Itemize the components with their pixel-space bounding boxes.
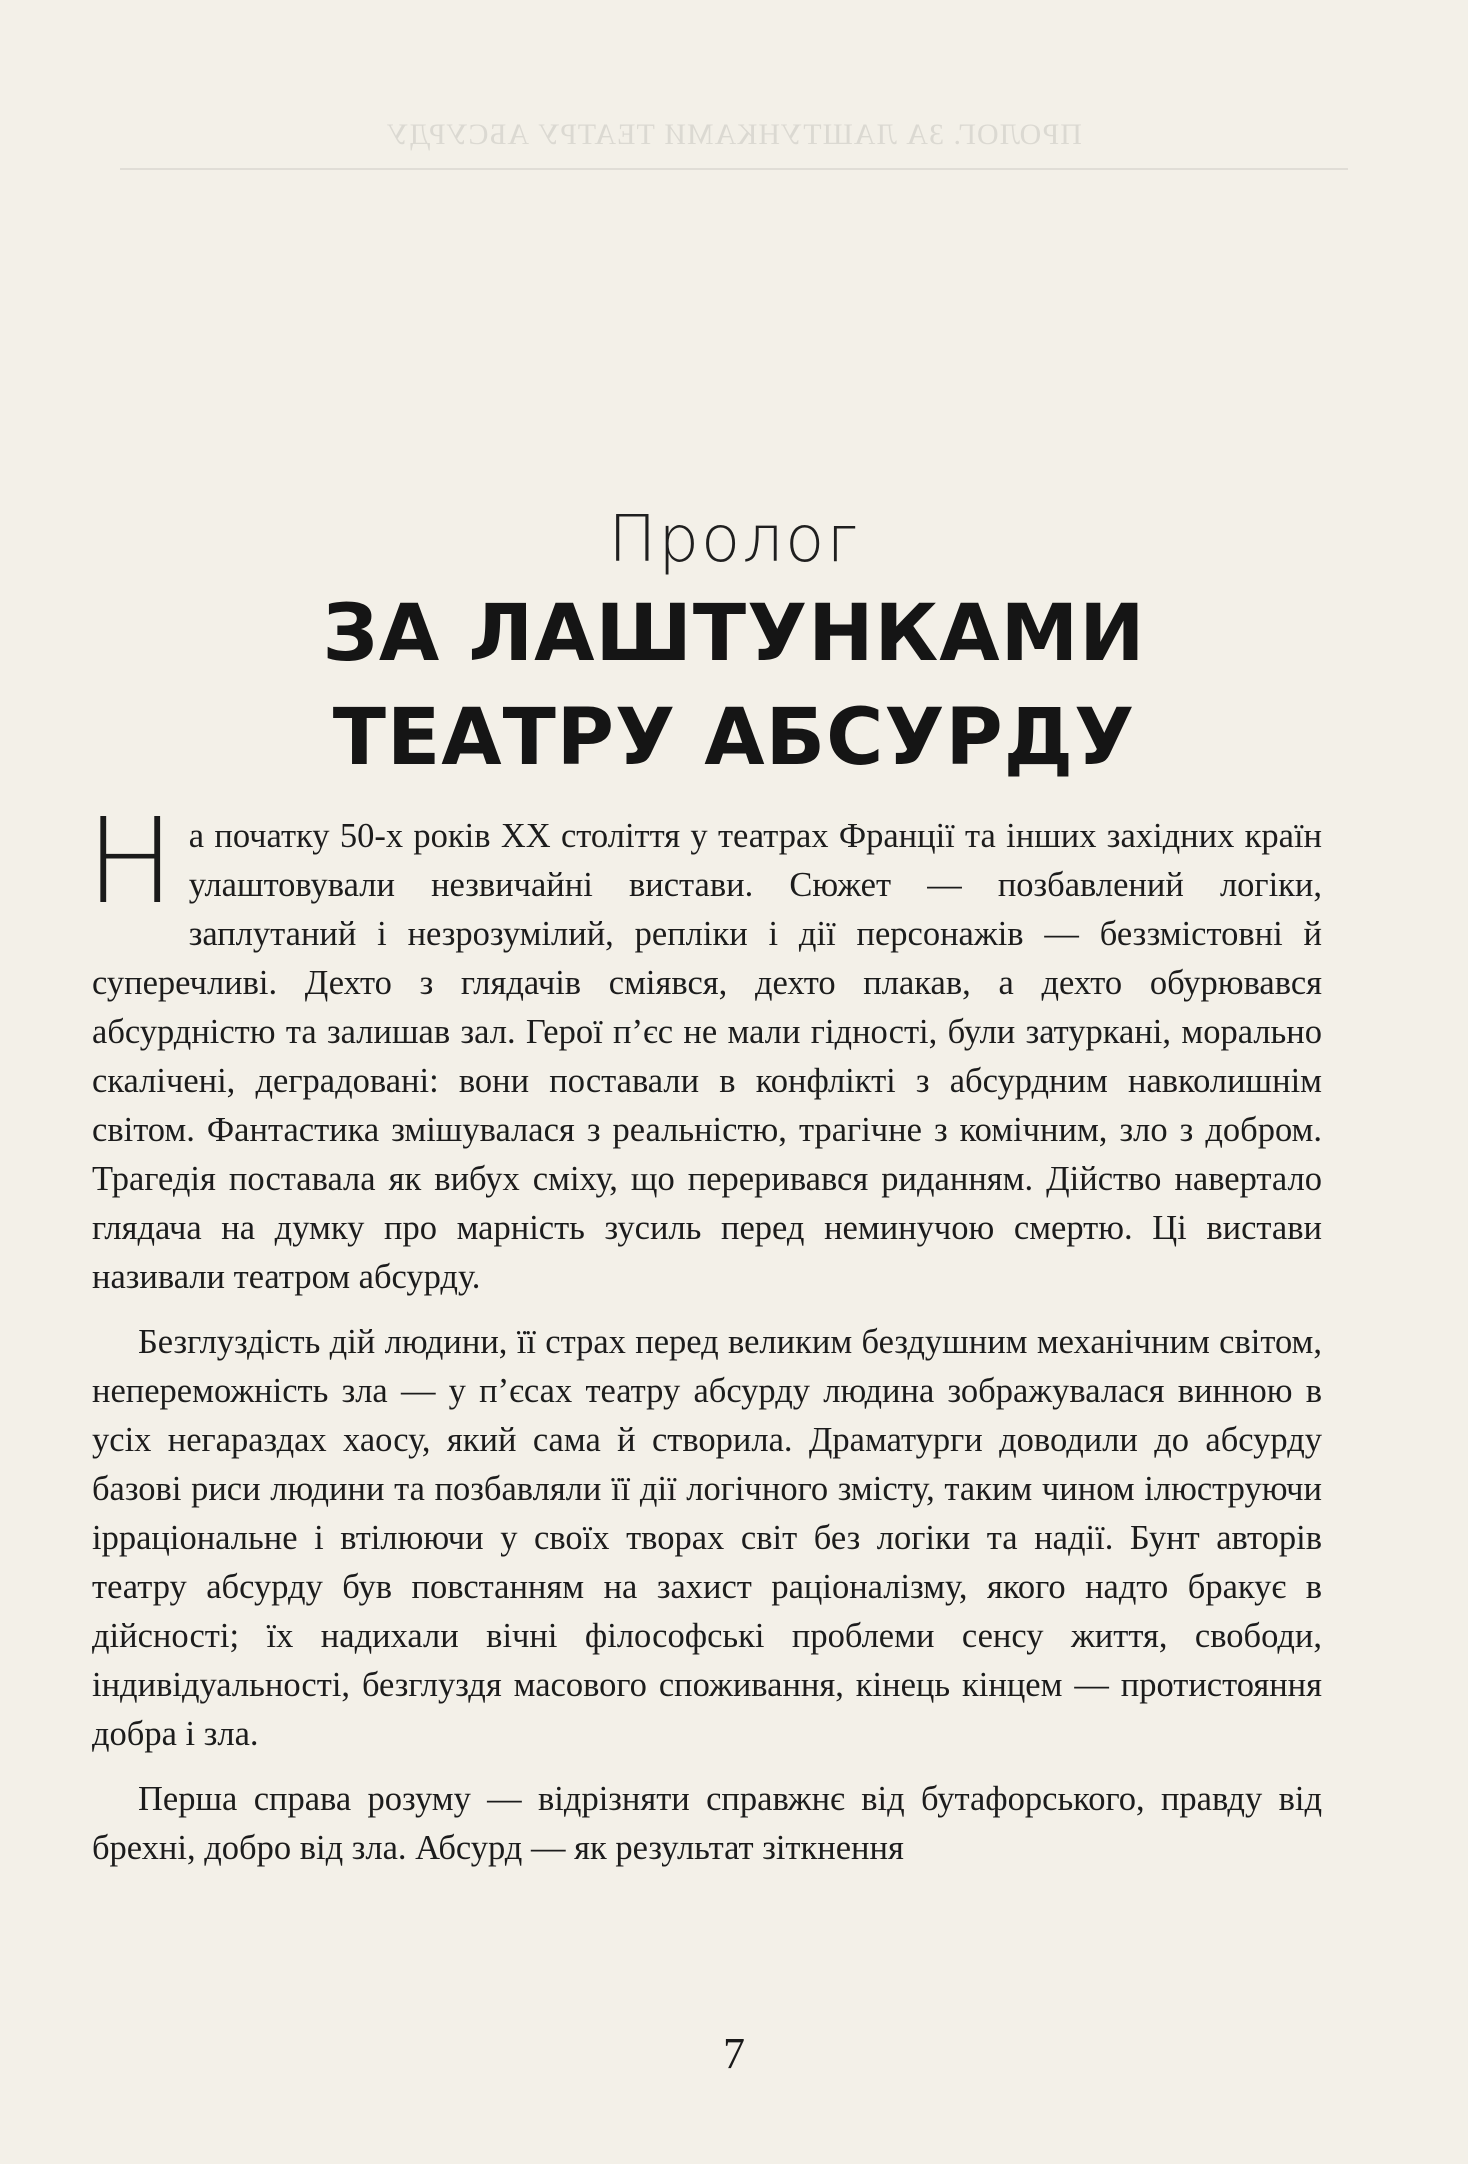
chapter-heading: [0, 500, 1468, 788]
paragraph-3: Перша справа розуму — відрізняти справжнє від бутафорського, правду від брехні, добро від зла. Абсурд — як результат зіткнення: [92, 1780, 1322, 1867]
paragraph-1: [86, 792, 1322, 1302]
bleed-through-rule: [120, 168, 1348, 170]
chapter-title-line-1: ЗА ЛАШТУНКАМИ: [322, 589, 1146, 679]
paragraph-2: Безглуздість дій людини, її страх перед великим бездушним механічним світом, непереможність зла — у п’єсах театру абсурду людина зображувалася винною в усіх негараздах хаосу, який сама й створила. Драматурги доводили до абсурду базові риси людини та позбавляли її дії логічного змісту, таким чином ілюструючи ірраціональне і втілюючи у своїх творах світ без логіки та надії. Бунт авторів театру абсурду був повстанням на захист раціоналізму, якого надто бракує в дійсності; їх надихали вічні філософські проблеми сенсу життя, свободи, індивідуальності, безглуздя масового споживання, кінець кінцем — протистояння добра і зла.: [92, 1323, 1322, 1753]
bleed-through-header: ПРОЛОГ. ЗА ЛАШТУНКАМИ ТЕАТРУ АБСУРДУ: [386, 118, 1082, 151]
body-text: [86, 792, 1322, 1889]
paragraph-1-text: а початку 50-х років XX століття у театрах Франції та інших західних країн улаштовували незвичайні вистави. Сюжет — позбавлений логіки, заплутаний і незрозумілий, репліки і дії персонажів — беззмістовні й суперечливі. Дехто з глядачів сміявся, дехто плакав, а дехто обурювався абсурдністю та залишав зал. Герої п’єс не мали гідності, були затуркані, морально скалічені, деградовані: вони поставали в конфлікті з абсурдним навколишнім світом. Фантастика змішувалася з реальністю, трагічне з комічним, зло з добром. Трагедія поставала як вибух сміху, що переривався риданням. Дійство навертало глядача на думку про марність зусиль перед неминучою смертю. Ці вистави називали театром абсурду.: [92, 817, 1322, 1296]
chapter-label: Пролог: [608, 503, 860, 577]
page-number: 7: [723, 2029, 745, 2078]
drop-cap: Н: [86, 792, 175, 930]
chapter-title-line-2: ТЕАТРУ АБСУРДУ: [332, 693, 1136, 783]
